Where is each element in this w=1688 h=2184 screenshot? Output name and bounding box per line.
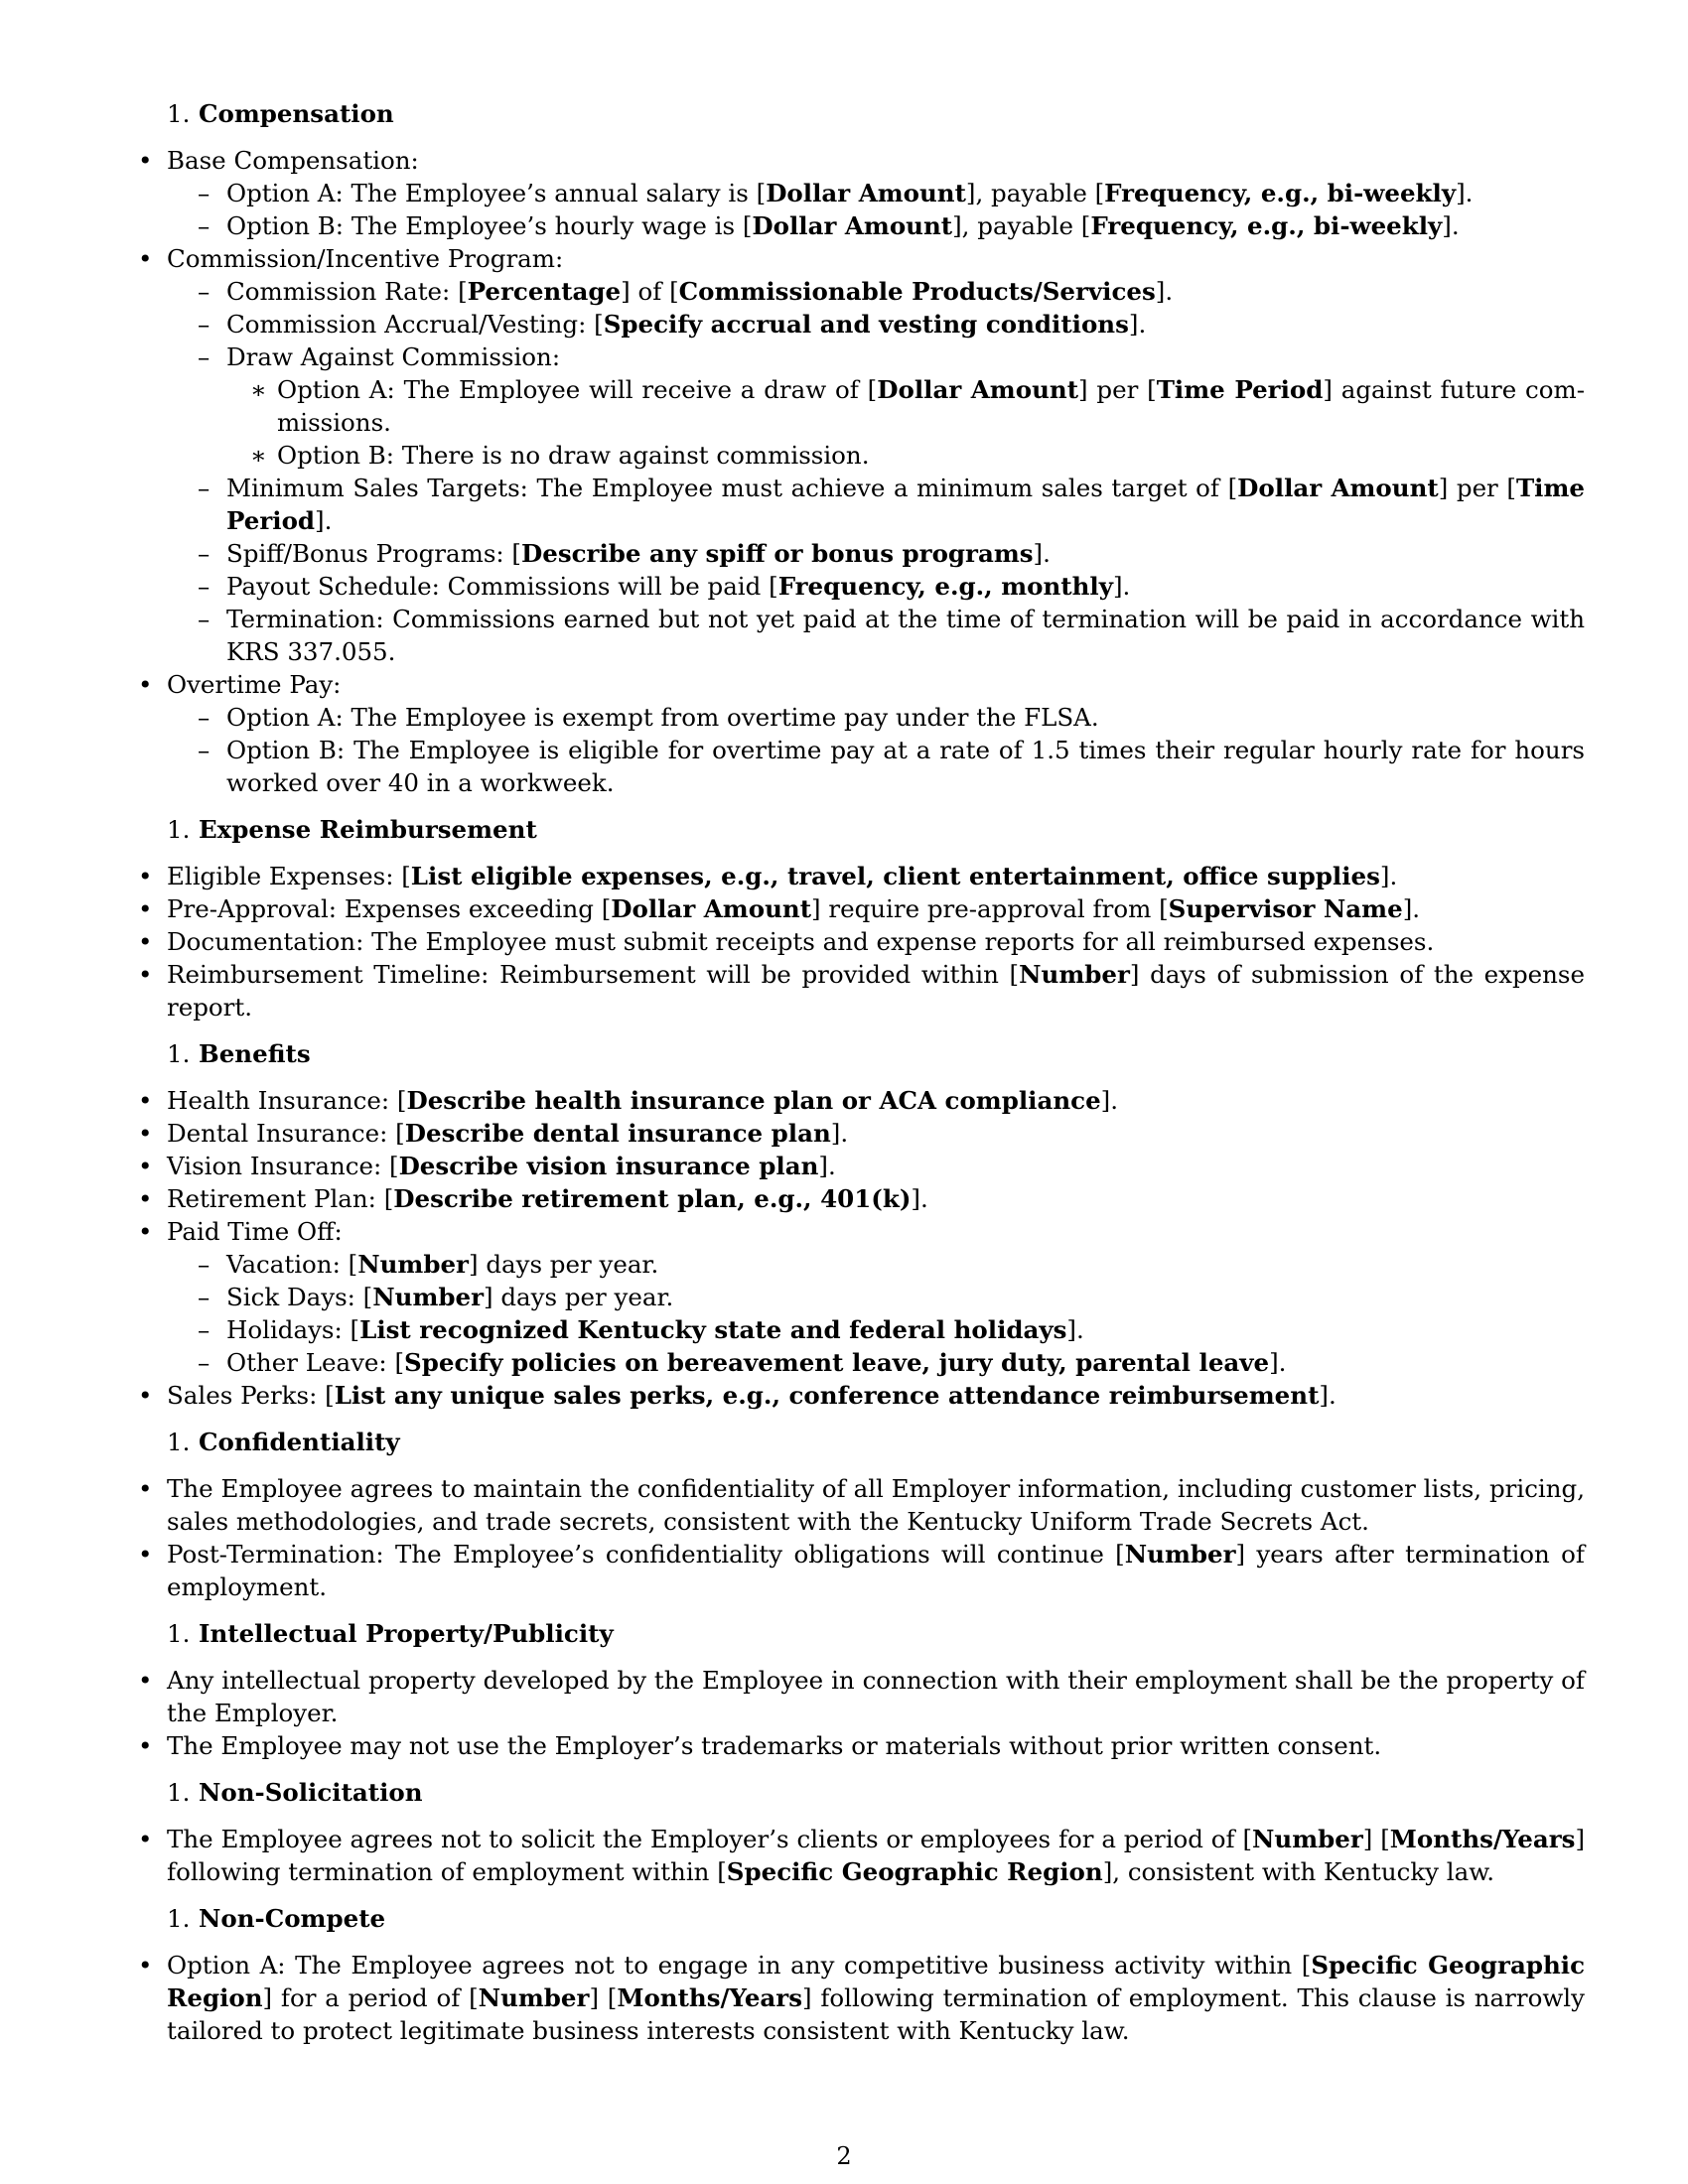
placeholder-field: Months/Years [1389, 1825, 1576, 1853]
text-run: ]. [1128, 310, 1147, 339]
text-run: ]. [818, 1152, 836, 1180]
text-run: ]. [911, 1184, 928, 1213]
text-run: Other Leave: [ [226, 1348, 405, 1377]
list-item [226, 177, 1585, 209]
placeholder-field: Time Period [226, 474, 1585, 535]
list-item-label: Commission/Incentive Program: [167, 244, 564, 273]
placeholder-field: Dollar Amount [752, 211, 953, 240]
text-run: Eligible Expenses: [ [167, 862, 411, 890]
list-item [226, 1346, 1585, 1379]
page-number: 2 [836, 2142, 852, 2170]
text-run: Sales Perks: [ [167, 1381, 335, 1410]
text-run: Commission Rate: [ [226, 277, 468, 306]
section [167, 1902, 1585, 2047]
text-run: ] against future commissions. [277, 375, 1586, 437]
text-run: ]. [1269, 1348, 1287, 1377]
list-level-1 [167, 1949, 1585, 2047]
list-item [167, 1949, 1585, 2047]
text-run: ]. [1442, 211, 1460, 240]
list-level-1 [167, 1472, 1585, 1603]
placeholder-field: List eligible expenses, e.g., travel, client entertainment, office supplies [410, 862, 1380, 890]
placeholder-field: Specify policies on bereavement leave, jury duty, parental leave [404, 1348, 1270, 1377]
section [167, 1617, 1585, 1762]
text-run: Option A: The Employee will receive a draw of [ [277, 375, 878, 404]
text-run: Pre-Approval: Expenses exceeding [ [167, 894, 612, 923]
text-run: ] following termination of employment. This clause is narrowly tailored to protect legitimate business interests consistent with Kentucky law. [167, 1983, 1585, 2045]
text-run: Sick Days: [ [226, 1283, 373, 1311]
text-run: ] [ [1362, 1825, 1390, 1853]
list-item [167, 925, 1585, 958]
text-run: Draw Against Commission: [226, 342, 561, 371]
list-item [226, 1248, 1585, 1281]
text-run: ]. [1155, 277, 1174, 306]
text-run: ] following termination of employment within [ [167, 1825, 1585, 1886]
section-heading [167, 1776, 1585, 1809]
placeholder-field: Describe health insurance plan or ACA compliance [406, 1086, 1101, 1115]
text-run: ]. [1456, 179, 1474, 207]
list-item [167, 1117, 1585, 1150]
text-run: Minimum Sales Targets: The Employee must achieve a minimum sales target of [ [226, 474, 1238, 502]
list-item [167, 1538, 1585, 1603]
placeholder-field: Dollar Amount [766, 179, 966, 207]
text-run: Commission Accrual/Vesting: [ [226, 310, 604, 339]
text-run: The Employee agrees to maintain the confidentiality of all Employer information, including customer lists, pricing, sales methodologies, and trade secrets, consistent with the Kentucky Uniform Trade Secrets Act. [167, 1474, 1585, 1536]
list-item [167, 1150, 1585, 1182]
text-run: ], payable [ [965, 179, 1105, 207]
list-item [226, 570, 1585, 603]
list-item [167, 1182, 1585, 1215]
text-run: ]. [1379, 862, 1398, 890]
section-title: Confidentiality [199, 1428, 400, 1456]
list-item-label: Paid Time Off: [167, 1217, 343, 1246]
section-number: 1. [167, 1778, 191, 1807]
section-heading [167, 1426, 1585, 1458]
list-item [167, 1215, 1585, 1379]
list-item [167, 958, 1585, 1024]
list-item-label: Base Compensation: [167, 146, 419, 175]
text-run: Dental Insurance: [ [167, 1119, 405, 1148]
list-item [226, 603, 1585, 668]
list-level-3 [226, 373, 1585, 472]
list-item [167, 860, 1585, 892]
list-item [226, 734, 1585, 799]
text-run: The Employee agrees not to solicit the Employer’s clients or employees for a period of [ [167, 1825, 1253, 1853]
section-heading [167, 1037, 1585, 1070]
text-run: Reimbursement Timeline: Reimbursement will be provided within [ [167, 960, 1020, 989]
list-level-2 [167, 275, 1585, 668]
text-run: ]. [1033, 539, 1051, 568]
text-run: ]. [830, 1119, 849, 1148]
list-level-2 [167, 177, 1585, 242]
text-run: ] years after termination of employment. [167, 1540, 1585, 1601]
text-run: Any intellectual property developed by the Employee in connection with their employment shall be the property of the Employer. [167, 1666, 1585, 1727]
placeholder-field: Frequency, e.g., monthly [777, 572, 1113, 601]
text-run: ]. [1100, 1086, 1119, 1115]
text-run: ]. [315, 506, 333, 535]
section-title: Expense Reimbursement [199, 815, 537, 844]
list-item [167, 892, 1585, 925]
section-number: 1. [167, 1039, 191, 1068]
list-item [226, 701, 1585, 734]
placeholder-field: Frequency, e.g., bi-weekly [1104, 179, 1457, 207]
list-item [167, 1729, 1585, 1762]
list-item [226, 1281, 1585, 1313]
text-run: Holidays: [ [226, 1315, 360, 1344]
text-run: Option A: The Employee agrees not to engage in any competitive business activity within [ [167, 1951, 1312, 1979]
text-run: Payout Schedule: Commissions will be paid [ [226, 572, 778, 601]
text-run: ] [ [589, 1983, 618, 2012]
list-item [277, 373, 1585, 439]
section-number: 1. [167, 1619, 191, 1648]
text-run: Vision Insurance: [ [167, 1152, 399, 1180]
list-item [226, 537, 1585, 570]
placeholder-field: Dollar Amount [1237, 474, 1439, 502]
text-run: ] of [ [621, 277, 679, 306]
text-run: ] per [ [1078, 375, 1157, 404]
text-run: Option B: The Employee’s hourly wage is [ [226, 211, 753, 240]
placeholder-field: List any unique sales perks, e.g., conference attendance reimbursement [334, 1381, 1320, 1410]
list-item [226, 209, 1585, 242]
section-title: Intellectual Property/Publicity [199, 1619, 614, 1648]
text-run: ]. [1402, 894, 1421, 923]
section [167, 813, 1585, 1024]
list-level-2 [167, 701, 1585, 799]
text-run: Spiff/Bonus Programs: [ [226, 539, 521, 568]
text-run: Termination: Commissions earned but not yet paid at the time of termination will be paid in accordance with KRS 337.055. [226, 605, 1585, 666]
placeholder-field: Specific Geographic Region [167, 1951, 1585, 2012]
list-item [167, 242, 1585, 668]
list-item [226, 472, 1585, 537]
text-run: Option B: There is no draw against commission. [277, 441, 870, 470]
section-number: 1. [167, 815, 191, 844]
placeholder-field: Number [1124, 1540, 1236, 1569]
text-run: The Employee may not use the Employer’s trademarks or materials without prior written consent. [167, 1731, 1382, 1760]
text-run: Health Insurance: [ [167, 1086, 407, 1115]
list-item [167, 1472, 1585, 1538]
text-run: Post-Termination: The Employee’s confidentiality obligations will continue [ [167, 1540, 1125, 1569]
section-number: 1. [167, 1904, 191, 1933]
list-item [226, 308, 1585, 341]
text-run: ] require pre-approval from [ [811, 894, 1169, 923]
placeholder-field: Specify accrual and vesting conditions [603, 310, 1129, 339]
list-item [167, 1379, 1585, 1412]
text-run: ]. [1319, 1381, 1336, 1410]
placeholder-field: Number [357, 1250, 469, 1279]
text-run: ]. [1112, 572, 1131, 601]
text-run: Vacation: [ [226, 1250, 358, 1279]
list-item [226, 275, 1585, 308]
placeholder-field: Number [372, 1283, 485, 1311]
section-title: Non-Compete [199, 1904, 386, 1933]
text-run: ] per [ [1438, 474, 1516, 502]
placeholder-field: Frequency, e.g., bi-weekly [1090, 211, 1443, 240]
text-run: Option A: The Employee is exempt from overtime pay under the FLSA. [226, 703, 1099, 732]
placeholder-field: Percentage [467, 277, 622, 306]
placeholder-field: Describe dental insurance plan [404, 1119, 831, 1148]
list-level-1 [167, 860, 1585, 1024]
list-item [226, 341, 1585, 472]
list-item [167, 1664, 1585, 1729]
placeholder-field: Supervisor Name [1168, 894, 1403, 923]
list-item-label: Overtime Pay: [167, 670, 342, 699]
section-number: 1. [167, 99, 191, 128]
text-run: Documentation: The Employee must submit receipts and expense reports for all reimbursed expenses. [167, 927, 1435, 956]
placeholder-field: Dollar Amount [877, 375, 1079, 404]
list-item [277, 439, 1585, 472]
list-level-1 [167, 1823, 1585, 1888]
placeholder-field: Number [478, 1983, 590, 2012]
text-run: Retirement Plan: [ [167, 1184, 394, 1213]
section [167, 97, 1585, 799]
document-body [167, 97, 1585, 2061]
list-item [167, 1823, 1585, 1888]
section-heading [167, 813, 1585, 846]
section [167, 1037, 1585, 1412]
section-heading [167, 1617, 1585, 1650]
section-heading [167, 97, 1585, 130]
placeholder-field: Number [1252, 1825, 1363, 1853]
text-run: ], consistent with Kentucky law. [1102, 1857, 1495, 1886]
placeholder-field: Time Period [1156, 375, 1324, 404]
placeholder-field: Commissionable Products/Services [678, 277, 1156, 306]
text-run: Option A: The Employee’s annual salary is [ [226, 179, 767, 207]
text-run: Option B: The Employee is eligible for overtime pay at a rate of 1.5 times their regular hourly rate for hours worked over 40 in a workweek. [226, 736, 1585, 797]
section-title: Non-Solicitation [199, 1778, 423, 1807]
placeholder-field: Months/Years [617, 1983, 803, 2012]
list-item [167, 144, 1585, 242]
text-run: ] days per year. [468, 1250, 659, 1279]
text-run: ] for a period of [ [262, 1983, 479, 2012]
list-item [226, 1313, 1585, 1346]
section-title: Compensation [199, 99, 394, 128]
text-run: ] days per year. [484, 1283, 674, 1311]
text-run: ], payable [ [952, 211, 1091, 240]
placeholder-field: Describe any spiff or bonus programs [521, 539, 1034, 568]
placeholder-field: Describe retirement plan, e.g., 401(k) [393, 1184, 912, 1213]
list-level-1 [167, 1664, 1585, 1762]
section-heading [167, 1902, 1585, 1935]
list-item [167, 1084, 1585, 1117]
section-title: Benefits [199, 1039, 311, 1068]
section [167, 1426, 1585, 1603]
placeholder-field: List recognized Kentucky state and federal holidays [359, 1315, 1067, 1344]
placeholder-field: Specific Geographic Region [726, 1857, 1103, 1886]
section [167, 1776, 1585, 1888]
section-number: 1. [167, 1428, 191, 1456]
placeholder-field: Describe vision insurance plan [398, 1152, 819, 1180]
list-level-1 [167, 1084, 1585, 1412]
text-run: ] days of submission of the expense report. [167, 960, 1586, 1022]
list-level-2 [167, 1248, 1585, 1379]
placeholder-field: Number [1019, 960, 1130, 989]
placeholder-field: Dollar Amount [611, 894, 812, 923]
text-run: ]. [1066, 1315, 1084, 1344]
list-level-1 [167, 144, 1585, 799]
list-item [167, 668, 1585, 799]
